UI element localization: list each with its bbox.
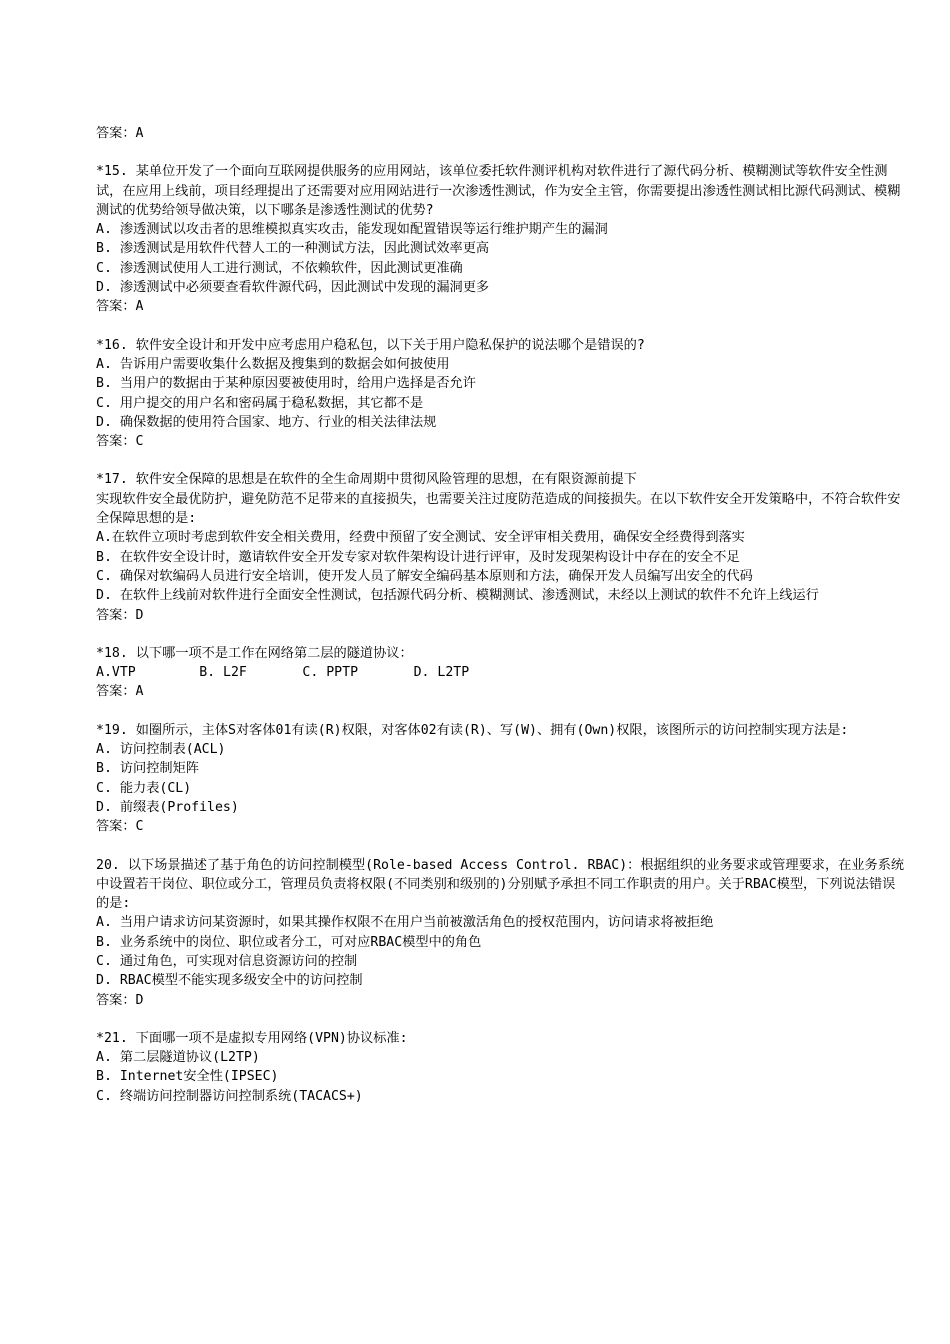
question-option: B. 访问控制矩阵 (96, 761, 199, 777)
question-option: D. RBAC模型不能实现多级安全中的访问控制 (96, 973, 363, 989)
answer-line: 答案：A (96, 126, 144, 141)
document-page (96, 124, 906, 1125)
question-block (96, 470, 906, 624)
question-option: A. 当用户请求访问某资源时，如果其操作权限不在用户当前被激活角色的授权范围内，访问请求将被拒绝 (96, 915, 714, 931)
question-block (96, 644, 906, 702)
question-option: C. 终端访问控制器访问控制系统(TACACS+) (96, 1088, 363, 1104)
answer-line: 答案：C (96, 434, 144, 450)
question-option: A.VTP B. L2F C. PPTP D. L2TP (96, 665, 470, 681)
question-list (96, 162, 906, 1106)
question-stem: *16. 软件安全设计和开发中应考虑用户稳私包，以下关于用户隐私保护的说法哪个是错误的? (96, 337, 645, 353)
previous-answer-block (96, 124, 906, 143)
question-stem: *15. 某单位开发了一个面向互联网提供服务的应用网站，该单位委托软件测评机构对软件进行了源代码分析、模糊测试等软件安全性测试，在应用上线前，项目经理提出了还需要对应用网站进行一次渗透性测试，作为安全主管，你需要提出渗透性测试相比源代码测试、模糊测试的优势给领导做决策，以下哪条是渗透性测试的优势? (96, 164, 901, 218)
question-stem: *21. 下面哪一项不是虚拟专用网络(VPN)协议标准: (96, 1030, 408, 1046)
question-option: B. 业务系统中的岗位、职位或者分工，可对应RBAC模型中的角色 (96, 934, 482, 950)
question-option: C. 能力表(CL) (96, 780, 192, 796)
question-option: C. 用户提交的用户名和密码属于稳私数据，其它都不是 (96, 395, 424, 411)
question-stem: 20. 以下场景描述了基于角色的访问控制模型(Role-based Access Control. RBAC)：根据组织的业务要求或管理要求，在业务系统中设置若干岗位、职位或分工，管理员负责将权限(不同类别和级别的)分别赋予承担不同工作职责的用户。关于RBAC模型，下列说法错误的是: (96, 857, 905, 912)
question-stem: *19. 如圈所示，主体S对客体01有读(R)权限，对客体02有读(R)、写(W)、拥有(Own)权限，该图所示的访问控制实现方法是: (96, 722, 849, 738)
question-option: C. 确保对软编码人员进行安全培训，使开发人员了解安全编码基本原则和方法，确保开发人员编写出安全的代码 (96, 568, 753, 584)
question-block (96, 162, 906, 316)
question-option: B. 当用户的数据由于某种原因要被使用时，给用户选择是否允许 (96, 376, 476, 392)
question-option: D. 在软件上线前对软件进行全面安全性测试，包括源代码分析、模糊测试、渗透测试，未经以上测试的软件不允许上线运行 (96, 588, 819, 604)
question-option: B. Internet安全性(IPSEC) (96, 1069, 279, 1085)
question-option: D. 前缀表(Profiles) (96, 799, 239, 815)
question-stem: *18. 以下哪一项不是工作在网络第二层的隧道协议： (96, 645, 413, 661)
question-stem: *17. 软件安全保障的思想是在软件的全生命周期中贯彻风险管理的思想，在有限资源前提下 实现软件安全最优防护，避免防范不足带来的直接损失，也需要关注过度防范造成的间接损失。在以下软件安全开发策略中，不符合软件安全保障思想的是: (96, 472, 901, 527)
question-option: B. 渗透测试是用软件代替人工的一种测试方法，因此测试效率更高 (96, 241, 490, 257)
question-option: C. 通过角色，可实现对信息资源访问的控制 (96, 953, 358, 969)
question-option: A. 访问控制表(ACL) (96, 742, 226, 758)
question-option: C. 渗透测试使用人工进行测试，不依赖软件，因此测试更准确 (96, 260, 463, 276)
question-option: A. 渗透测试以攻击者的思维模拟真实攻击，能发现如配置错误等运行维护期产生的漏洞 (96, 222, 608, 238)
question-option: D. 确保数据的使用符合国家、地方、行业的相关法律法规 (96, 414, 437, 430)
question-option: B. 在软件安全设计时，邀请软件安全开发专家对软件架构设计进行评审，及时发现架构设计中存在的安全不足 (96, 549, 740, 565)
answer-line: 答案：C (96, 819, 144, 835)
question-block (96, 856, 906, 1010)
question-option: A. 第二层隧道协议(L2TP) (96, 1050, 260, 1066)
question-block (96, 336, 906, 452)
answer-line: 答案：D (96, 992, 144, 1008)
question-block (96, 1029, 906, 1106)
question-option: D. 渗透测试中必须要查看软件源代码，因此测试中发现的漏洞更多 (96, 280, 490, 296)
question-option: A. 告诉用户需要收集什么数据及搜集到的数据会如何披使用 (96, 356, 450, 372)
question-option: A.在软件立项时考虑到软件安全相关费用，经费中预留了安全测试、安全评审相关费用，确保安全经费得到落实 (96, 530, 745, 546)
answer-line: 答案：A (96, 299, 144, 315)
answer-line: 答案：D (96, 607, 144, 623)
answer-line: 答案：A (96, 684, 144, 700)
question-block (96, 721, 906, 837)
